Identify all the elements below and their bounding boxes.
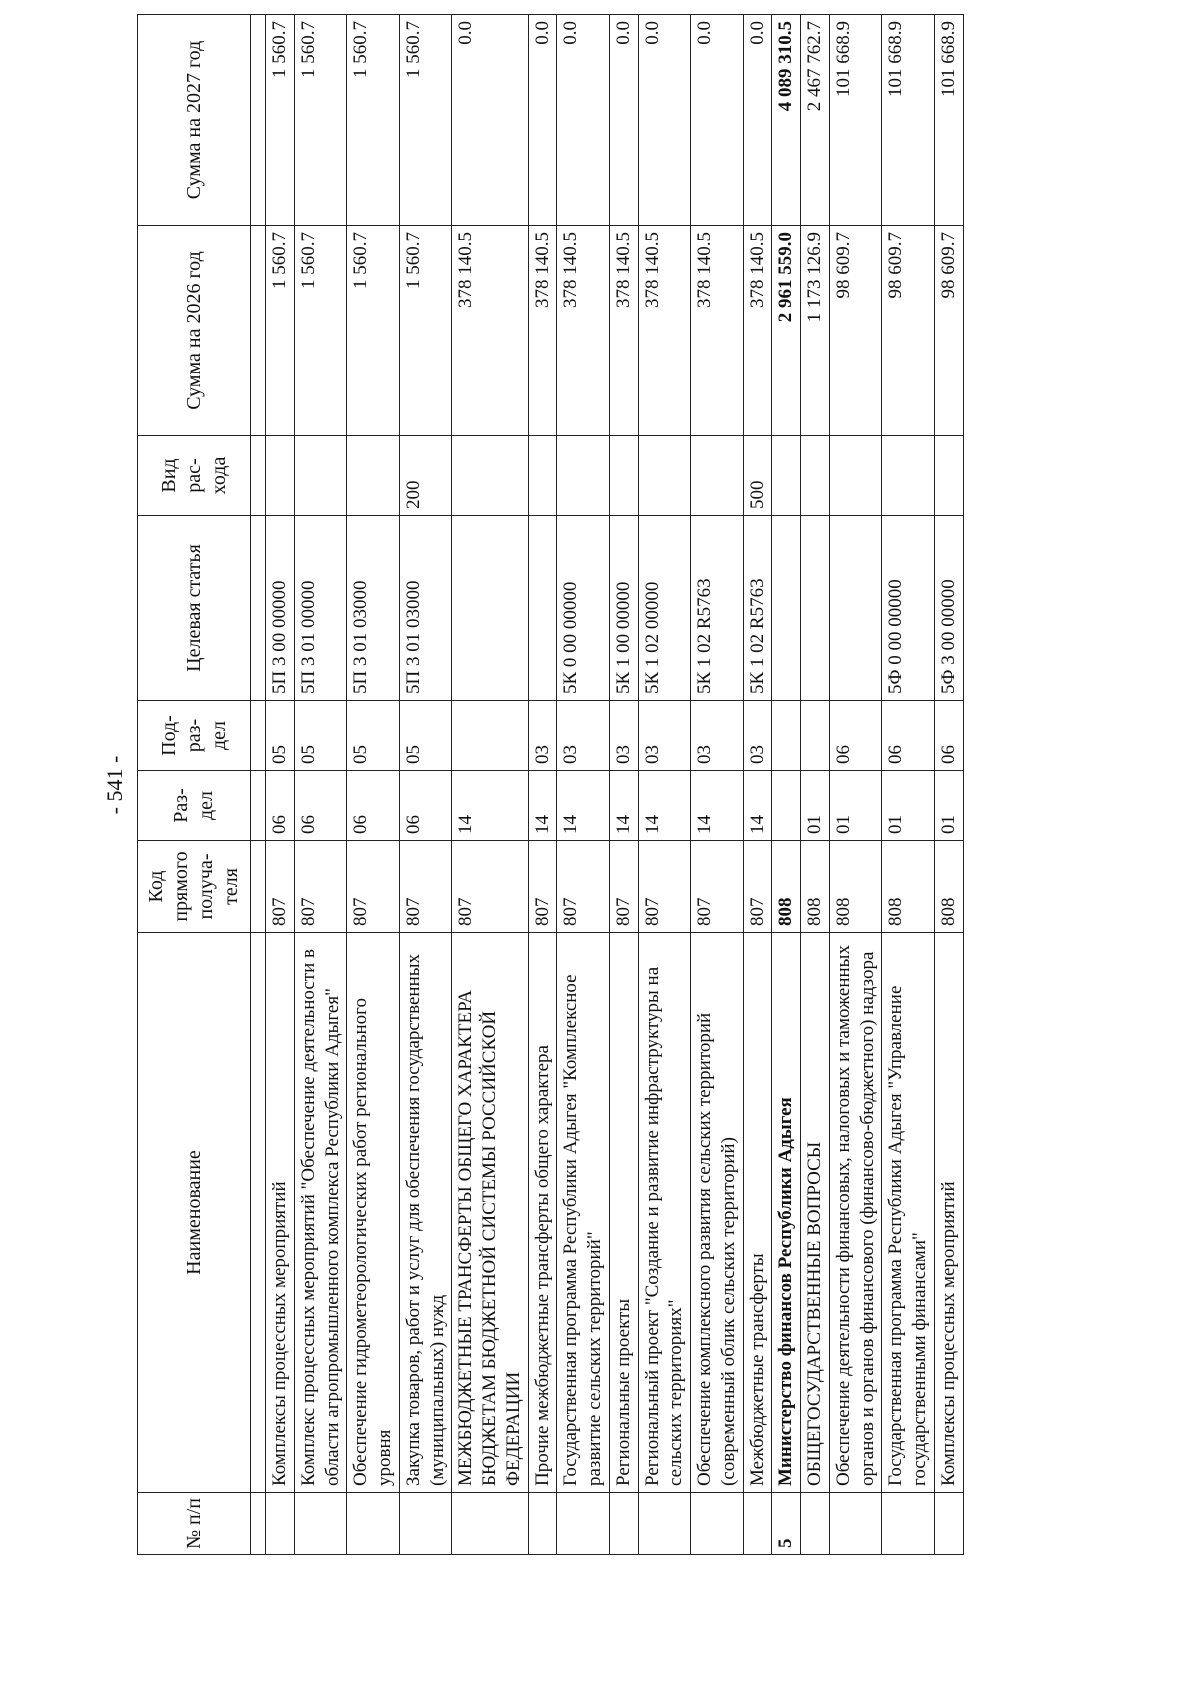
cell-sum2026: 378 140.5 <box>528 226 557 436</box>
cell-code: 807 <box>691 841 744 933</box>
header-vid: Вид рас-хода <box>138 436 251 516</box>
cell-celevaya <box>801 516 830 701</box>
cell-num <box>638 1493 691 1555</box>
cell-celevaya: 5Ф 0 00 00000 <box>882 516 935 701</box>
cell-name: Межбюджетные трансферты <box>743 933 772 1493</box>
cell-num <box>609 1493 638 1555</box>
table-row <box>934 15 963 1555</box>
cell-code: 807 <box>638 841 691 933</box>
cell-podrazdel: 03 <box>528 701 557 771</box>
cell-celevaya: 5К 1 02 R5763 <box>691 516 744 701</box>
cell-vid <box>829 436 882 516</box>
cell-code: 808 <box>829 841 882 933</box>
cell-razdel: 06 <box>294 771 347 841</box>
cell-sum2027: 0.0 <box>609 15 638 226</box>
cell-sum2026: 2 961 559.0 <box>772 226 801 436</box>
cell-celevaya <box>772 516 801 701</box>
cell-razdel: 06 <box>399 771 452 841</box>
cell-name: ОБЩЕГОСУДАРСТВЕННЫЕ ВОПРОСЫ <box>801 933 830 1493</box>
cell-num <box>557 1493 610 1555</box>
cell-sum2026: 98 609.7 <box>882 226 935 436</box>
table-header-row <box>138 15 251 1555</box>
cell-name: Региональные проекты <box>609 933 638 1493</box>
cell-sum2026: 378 140.5 <box>609 226 638 436</box>
cell-name: Обеспечение комплексного развития сельских территорий (современный облик сельских территорий) <box>691 933 744 1493</box>
cell-razdel: 01 <box>801 771 830 841</box>
cell-code: 807 <box>609 841 638 933</box>
cell-num <box>829 1493 882 1555</box>
cell-code: 808 <box>772 841 801 933</box>
cell-sum2027: 0.0 <box>743 15 772 226</box>
cell-code: 807 <box>294 841 347 933</box>
header-name: Наименование <box>138 933 251 1493</box>
cell-podrazdel: 05 <box>294 701 347 771</box>
table-row <box>609 15 638 1555</box>
document-page <box>95 15 1095 1555</box>
cell-num <box>399 1493 452 1555</box>
cell-vid <box>772 436 801 516</box>
cell-name: Государственная программа Республики Адыгея "Управление государственными финансами" <box>882 933 935 1493</box>
cell-code: 807 <box>452 841 528 933</box>
header-code: Код прямого получа-теля <box>138 841 251 933</box>
cell-podrazdel: 05 <box>399 701 452 771</box>
cell-num <box>528 1493 557 1555</box>
cell-sum2027: 1 560.7 <box>347 15 400 226</box>
cell-sum2027: 0.0 <box>452 15 528 226</box>
cell-podrazdel: 06 <box>829 701 882 771</box>
cell-celevaya: 5Ф 3 00 00000 <box>934 516 963 701</box>
cell-vid <box>528 436 557 516</box>
cell-num <box>934 1493 963 1555</box>
cell-name: Государственная программа Республики Адыгея "Комплексное развитие сельских территорий" <box>557 933 610 1493</box>
cell-podrazdel <box>452 701 528 771</box>
header-num: № п/п <box>138 1493 251 1555</box>
header-sum2026: Сумма на 2026 год <box>138 226 251 436</box>
cell-vid <box>294 436 347 516</box>
page-number: - 541 - <box>102 755 127 815</box>
table-row <box>399 15 452 1555</box>
cell-podrazdel: 03 <box>557 701 610 771</box>
table-row <box>882 15 935 1555</box>
cell-vid <box>266 436 295 516</box>
cell-sum2027: 0.0 <box>528 15 557 226</box>
cell-razdel: 14 <box>691 771 744 841</box>
cell-vid <box>452 436 528 516</box>
table-row <box>772 15 801 1555</box>
cell-razdel: 14 <box>528 771 557 841</box>
cell-vid <box>934 436 963 516</box>
cell-name: Региональный проект "Создание и развитие инфраструктуры на сельских территориях" <box>638 933 691 1493</box>
table-row <box>638 15 691 1555</box>
cell-num <box>347 1493 400 1555</box>
table-row <box>452 15 528 1555</box>
cell-celevaya: 5П 3 01 03000 <box>347 516 400 701</box>
cell-razdel: 14 <box>638 771 691 841</box>
cell-sum2026: 1 560.7 <box>266 226 295 436</box>
cell-name: Закупка товаров, работ и услуг для обеспечения государственных (муниципальных) нужд <box>399 933 452 1493</box>
cell-podrazdel: 06 <box>934 701 963 771</box>
cell-razdel: 14 <box>452 771 528 841</box>
cell-sum2027: 0.0 <box>691 15 744 226</box>
cell-sum2027: 2 467 762.7 <box>801 15 830 226</box>
cell-sum2026: 1 560.7 <box>347 226 400 436</box>
header-sum2027: Сумма на 2027 год <box>138 15 251 226</box>
cell-name: Министерство финансов Республики Адыгея <box>772 933 801 1493</box>
cell-razdel: 06 <box>266 771 295 841</box>
cell-sum2026: 1 560.7 <box>294 226 347 436</box>
table-row <box>528 15 557 1555</box>
table-row <box>347 15 400 1555</box>
cell-razdel: 01 <box>934 771 963 841</box>
table-row <box>266 15 295 1555</box>
cell-sum2027: 0.0 <box>638 15 691 226</box>
cell-sum2027: 4 089 310.5 <box>772 15 801 226</box>
cell-celevaya: 5П 3 01 00000 <box>294 516 347 701</box>
table-row <box>557 15 610 1555</box>
cell-vid <box>638 436 691 516</box>
cell-vid <box>609 436 638 516</box>
table-row <box>801 15 830 1555</box>
cell-num <box>266 1493 295 1555</box>
cell-sum2026: 1 560.7 <box>399 226 452 436</box>
cell-podrazdel: 03 <box>691 701 744 771</box>
cell-sum2026: 378 140.5 <box>691 226 744 436</box>
cell-celevaya: 5К 1 00 00000 <box>609 516 638 701</box>
cell-podrazdel: 03 <box>743 701 772 771</box>
cell-vid <box>691 436 744 516</box>
cell-sum2027: 101 668.9 <box>882 15 935 226</box>
cell-sum2026: 378 140.5 <box>557 226 610 436</box>
cell-celevaya: 5П 3 00 00000 <box>266 516 295 701</box>
cell-razdel: 06 <box>347 771 400 841</box>
cell-podrazdel: 06 <box>882 701 935 771</box>
header-celevaya: Целевая статья <box>138 516 251 701</box>
budget-table <box>137 14 964 1555</box>
cell-sum2026: 378 140.5 <box>452 226 528 436</box>
cell-razdel: 14 <box>609 771 638 841</box>
cell-name: Комплексы процессных мероприятий <box>266 933 295 1493</box>
cell-name: Прочие межбюджетные трансферты общего характера <box>528 933 557 1493</box>
cell-name: Обеспечение гидрометеорологических работ регионального уровня <box>347 933 400 1493</box>
cell-razdel: 14 <box>743 771 772 841</box>
cell-code: 807 <box>347 841 400 933</box>
cell-vid <box>347 436 400 516</box>
cell-celevaya <box>829 516 882 701</box>
cell-code: 807 <box>743 841 772 933</box>
cell-sum2026: 98 609.7 <box>829 226 882 436</box>
cell-razdel <box>772 771 801 841</box>
cell-num <box>691 1493 744 1555</box>
cell-code: 807 <box>399 841 452 933</box>
cell-code: 808 <box>801 841 830 933</box>
cell-vid <box>882 436 935 516</box>
cell-podrazdel <box>801 701 830 771</box>
cell-podrazdel: 03 <box>638 701 691 771</box>
cell-celevaya <box>528 516 557 701</box>
cell-podrazdel: 05 <box>266 701 295 771</box>
cell-podrazdel: 05 <box>347 701 400 771</box>
header-razdel: Раз-дел <box>138 771 251 841</box>
cell-celevaya: 5К 1 02 R5763 <box>743 516 772 701</box>
cell-num <box>801 1493 830 1555</box>
cell-code: 808 <box>934 841 963 933</box>
cell-sum2026: 1 173 126.9 <box>801 226 830 436</box>
cell-vid: 200 <box>399 436 452 516</box>
cell-name: Обеспечение деятельности финансовых, налоговых и таможенных органов и органов финансового (финансово-бюджетного) надзора <box>829 933 882 1493</box>
cell-podrazdel: 03 <box>609 701 638 771</box>
cell-sum2026: 98 609.7 <box>934 226 963 436</box>
cell-celevaya: 5К 0 00 00000 <box>557 516 610 701</box>
table-row <box>829 15 882 1555</box>
cell-vid: 500 <box>743 436 772 516</box>
cell-celevaya: 5П 3 01 03000 <box>399 516 452 701</box>
table-row <box>294 15 347 1555</box>
cell-name: МЕЖБЮДЖЕТНЫЕ ТРАНСФЕРТЫ ОБЩЕГО ХАРАКТЕРА БЮДЖЕТАМ БЮДЖЕТНОЙ СИСТЕМЫ РОССИЙСКОЙ ФЕДЕРАЦИИ <box>452 933 528 1493</box>
cell-num <box>882 1493 935 1555</box>
cell-celevaya: 5К 1 02 00000 <box>638 516 691 701</box>
table-row <box>743 15 772 1555</box>
header-podrazdel: Под-раз-дел <box>138 701 251 771</box>
cell-num <box>743 1493 772 1555</box>
cell-name: Комплексы процессных мероприятий <box>934 933 963 1493</box>
cell-vid <box>801 436 830 516</box>
table-row <box>691 15 744 1555</box>
cell-num: 5 <box>772 1493 801 1555</box>
cell-sum2027: 101 668.9 <box>934 15 963 226</box>
cell-code: 807 <box>528 841 557 933</box>
cell-sum2027: 101 668.9 <box>829 15 882 226</box>
cell-vid <box>557 436 610 516</box>
table-spacer-row <box>251 15 266 1555</box>
cell-code: 808 <box>882 841 935 933</box>
cell-celevaya <box>452 516 528 701</box>
cell-razdel: 01 <box>829 771 882 841</box>
cell-podrazdel <box>772 701 801 771</box>
cell-sum2026: 378 140.5 <box>638 226 691 436</box>
cell-code: 807 <box>266 841 295 933</box>
cell-sum2027: 1 560.7 <box>294 15 347 226</box>
cell-sum2027: 1 560.7 <box>399 15 452 226</box>
cell-num <box>452 1493 528 1555</box>
cell-num <box>294 1493 347 1555</box>
cell-code: 807 <box>557 841 610 933</box>
cell-name: Комплекс процессных мероприятий "Обеспечение деятельности в области агропромышленного комплекса Республики Адыгея" <box>294 933 347 1493</box>
cell-razdel: 01 <box>882 771 935 841</box>
cell-razdel: 14 <box>557 771 610 841</box>
cell-sum2026: 378 140.5 <box>743 226 772 436</box>
cell-sum2027: 0.0 <box>557 15 610 226</box>
cell-sum2027: 1 560.7 <box>266 15 295 226</box>
